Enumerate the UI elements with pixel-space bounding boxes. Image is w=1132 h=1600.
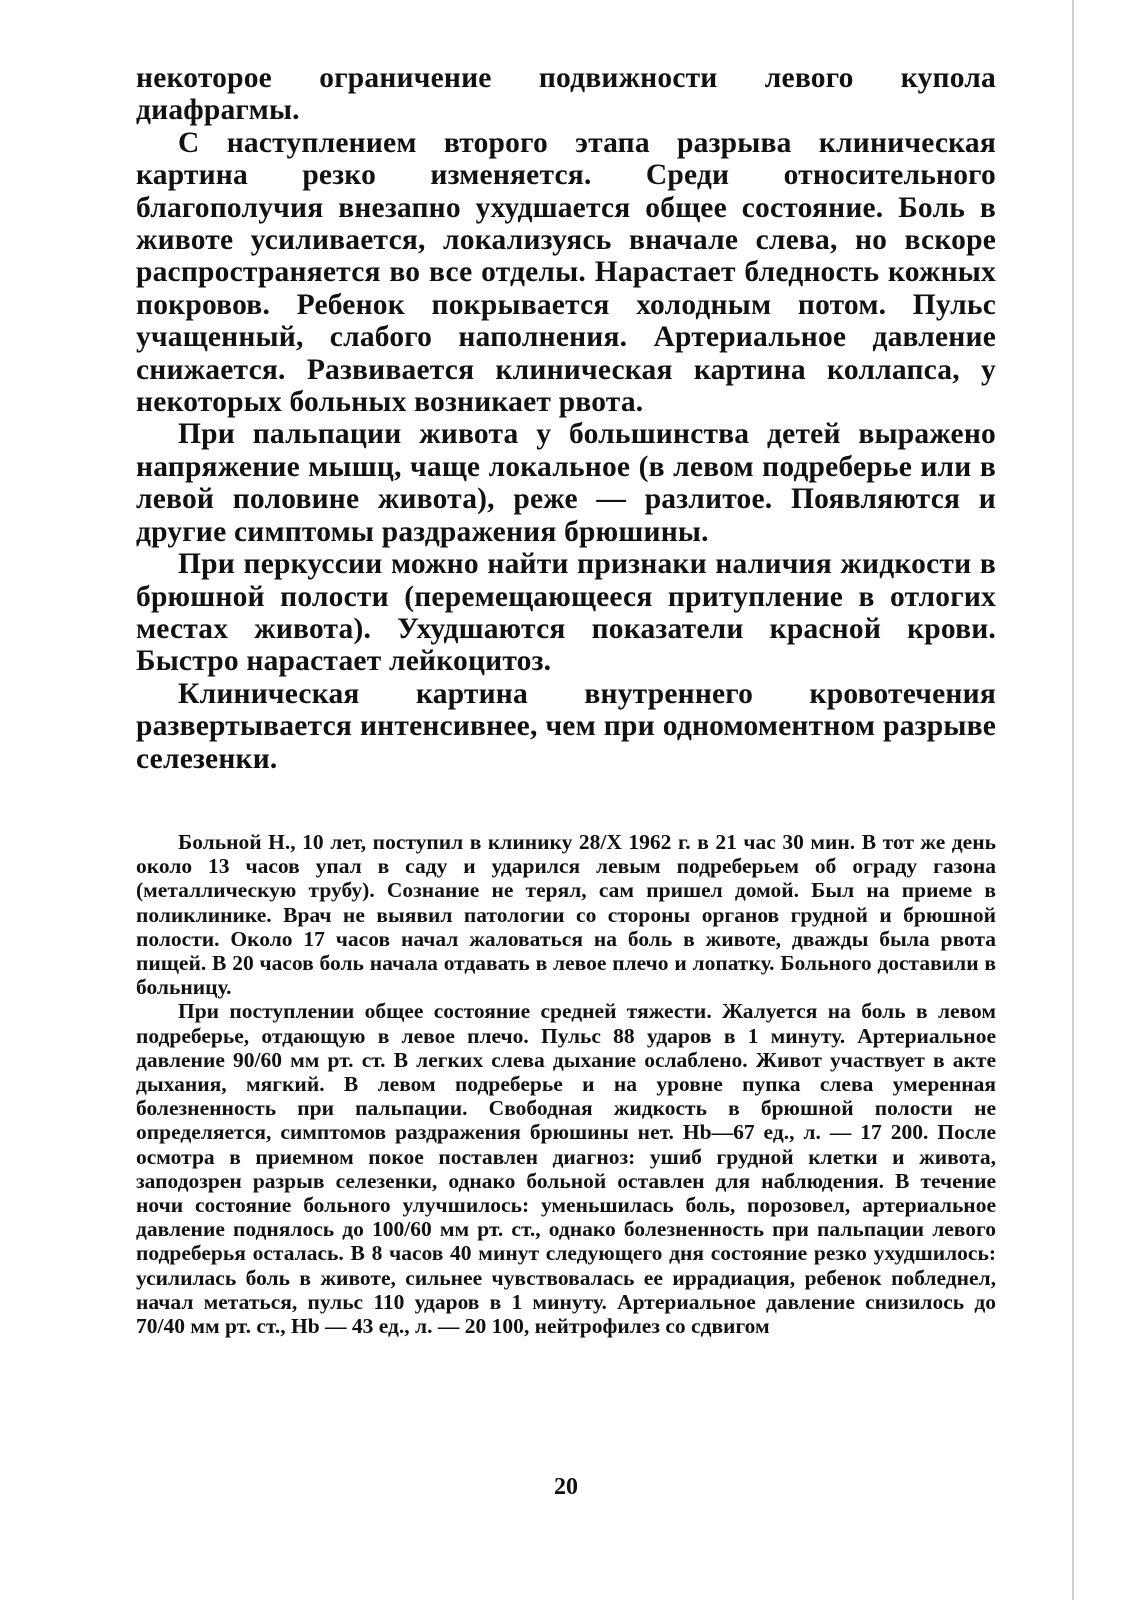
paragraph: Клиническая картина внутреннего кровотечения развертывается интенсивнее, чем при одномоментном разрыве селезенки. xyxy=(136,677,996,775)
paragraph: При пальпации живота у большинства детей выражено напряжение мышц, чаще локальное (в левом подреберье или в левой половине живота), реже — разлитое. Появляются и другие симптомы раздражения брюшины. xyxy=(136,418,996,548)
paragraph: некоторое ограничение подвижности левого купола диафрагмы. xyxy=(136,62,996,127)
case-report xyxy=(136,830,996,1338)
paragraph: При перкуссии можно найти признаки наличия жидкости в брюшной полости (перемещающееся притупление в отлогих местах живота). Ухудшаются показатели красной крови. Быстро нарастает лейкоцитоз. xyxy=(136,548,996,678)
case-paragraph: Больной Н., 10 лет, поступил в клинику 28/X 1962 г. в 21 час 30 мин. В тот же день около 13 часов упал в саду и ударился левым подреберьем об ограду газона (металлическую трубу). Сознание не терял, сам пришел домой. Был на приеме в поликлинике. Врач не выявил патологии со стороны органов грудной и брюшной полости. Около 17 часов начал жаловаться на боль в животе, дважды была рвота пищей. В 20 часов боль начала отдавать в левое плечо и лопатку. Больного доставили в больницу. xyxy=(136,830,996,1000)
page-number: 20 xyxy=(554,1474,578,1500)
main-text xyxy=(136,62,996,775)
paragraph: С наступлением второго этапа разрыва клиническая картина резко изменяется. Среди относительного благополучия внезапно ухудшается общее состояние. Боль в животе усиливается, локализуясь вначале слева, но вскоре распространяется во все отделы. Нарастает бледность кожных покровов. Ребенок покрывается холодным потом. Пульс учащенный, слабого наполнения. Артериальное давление снижается. Развивается клиническая картина коллапса, у некоторых больных возникает рвота. xyxy=(136,126,996,419)
case-paragraph: При поступлении общее состояние средней тяжести. Жалуется на боль в левом подреберье, отдающую в левое плечо. Пульс 88 ударов в 1 минуту. Артериальное давление 90/60 мм рт. ст. В легких слева дыхание ослаблено. Живот участвует в акте дыхания, мягкий. В левом подреберье и на уровне пупка слева умеренная болезненность при пальпации. Свободная жидкость в брюшной полости не определяется, симптомов раздражения брюшины нет. Hb—67 ед., л. — 17 200. После осмотра в приемном покое поставлен диагноз: ушиб грудной клетки и живота, заподозрен разрыв селезенки, однако больной оставлен для наблюдения. В течение ночи состояние больного улучшилось: уменьшилась боль, порозовел, артериальное давление поднялось до 100/60 мм рт. ст., однако болезненность при пальпации левого подреберья осталась. В 8 часов 40 минут следующего дня состояние резко ухудшилось: усилилась боль в животе, сильнее чувствовалась ее иррадиация, ребенок побледнел, начал метаться, пульс 110 ударов в 1 минуту. Артериальное давление снизилось до 70/40 мм рт. ст., Hb — 43 ед., л. — 20 100, нейтрофилез со сдвигом xyxy=(136,999,996,1339)
page-edge xyxy=(1072,0,1074,1600)
